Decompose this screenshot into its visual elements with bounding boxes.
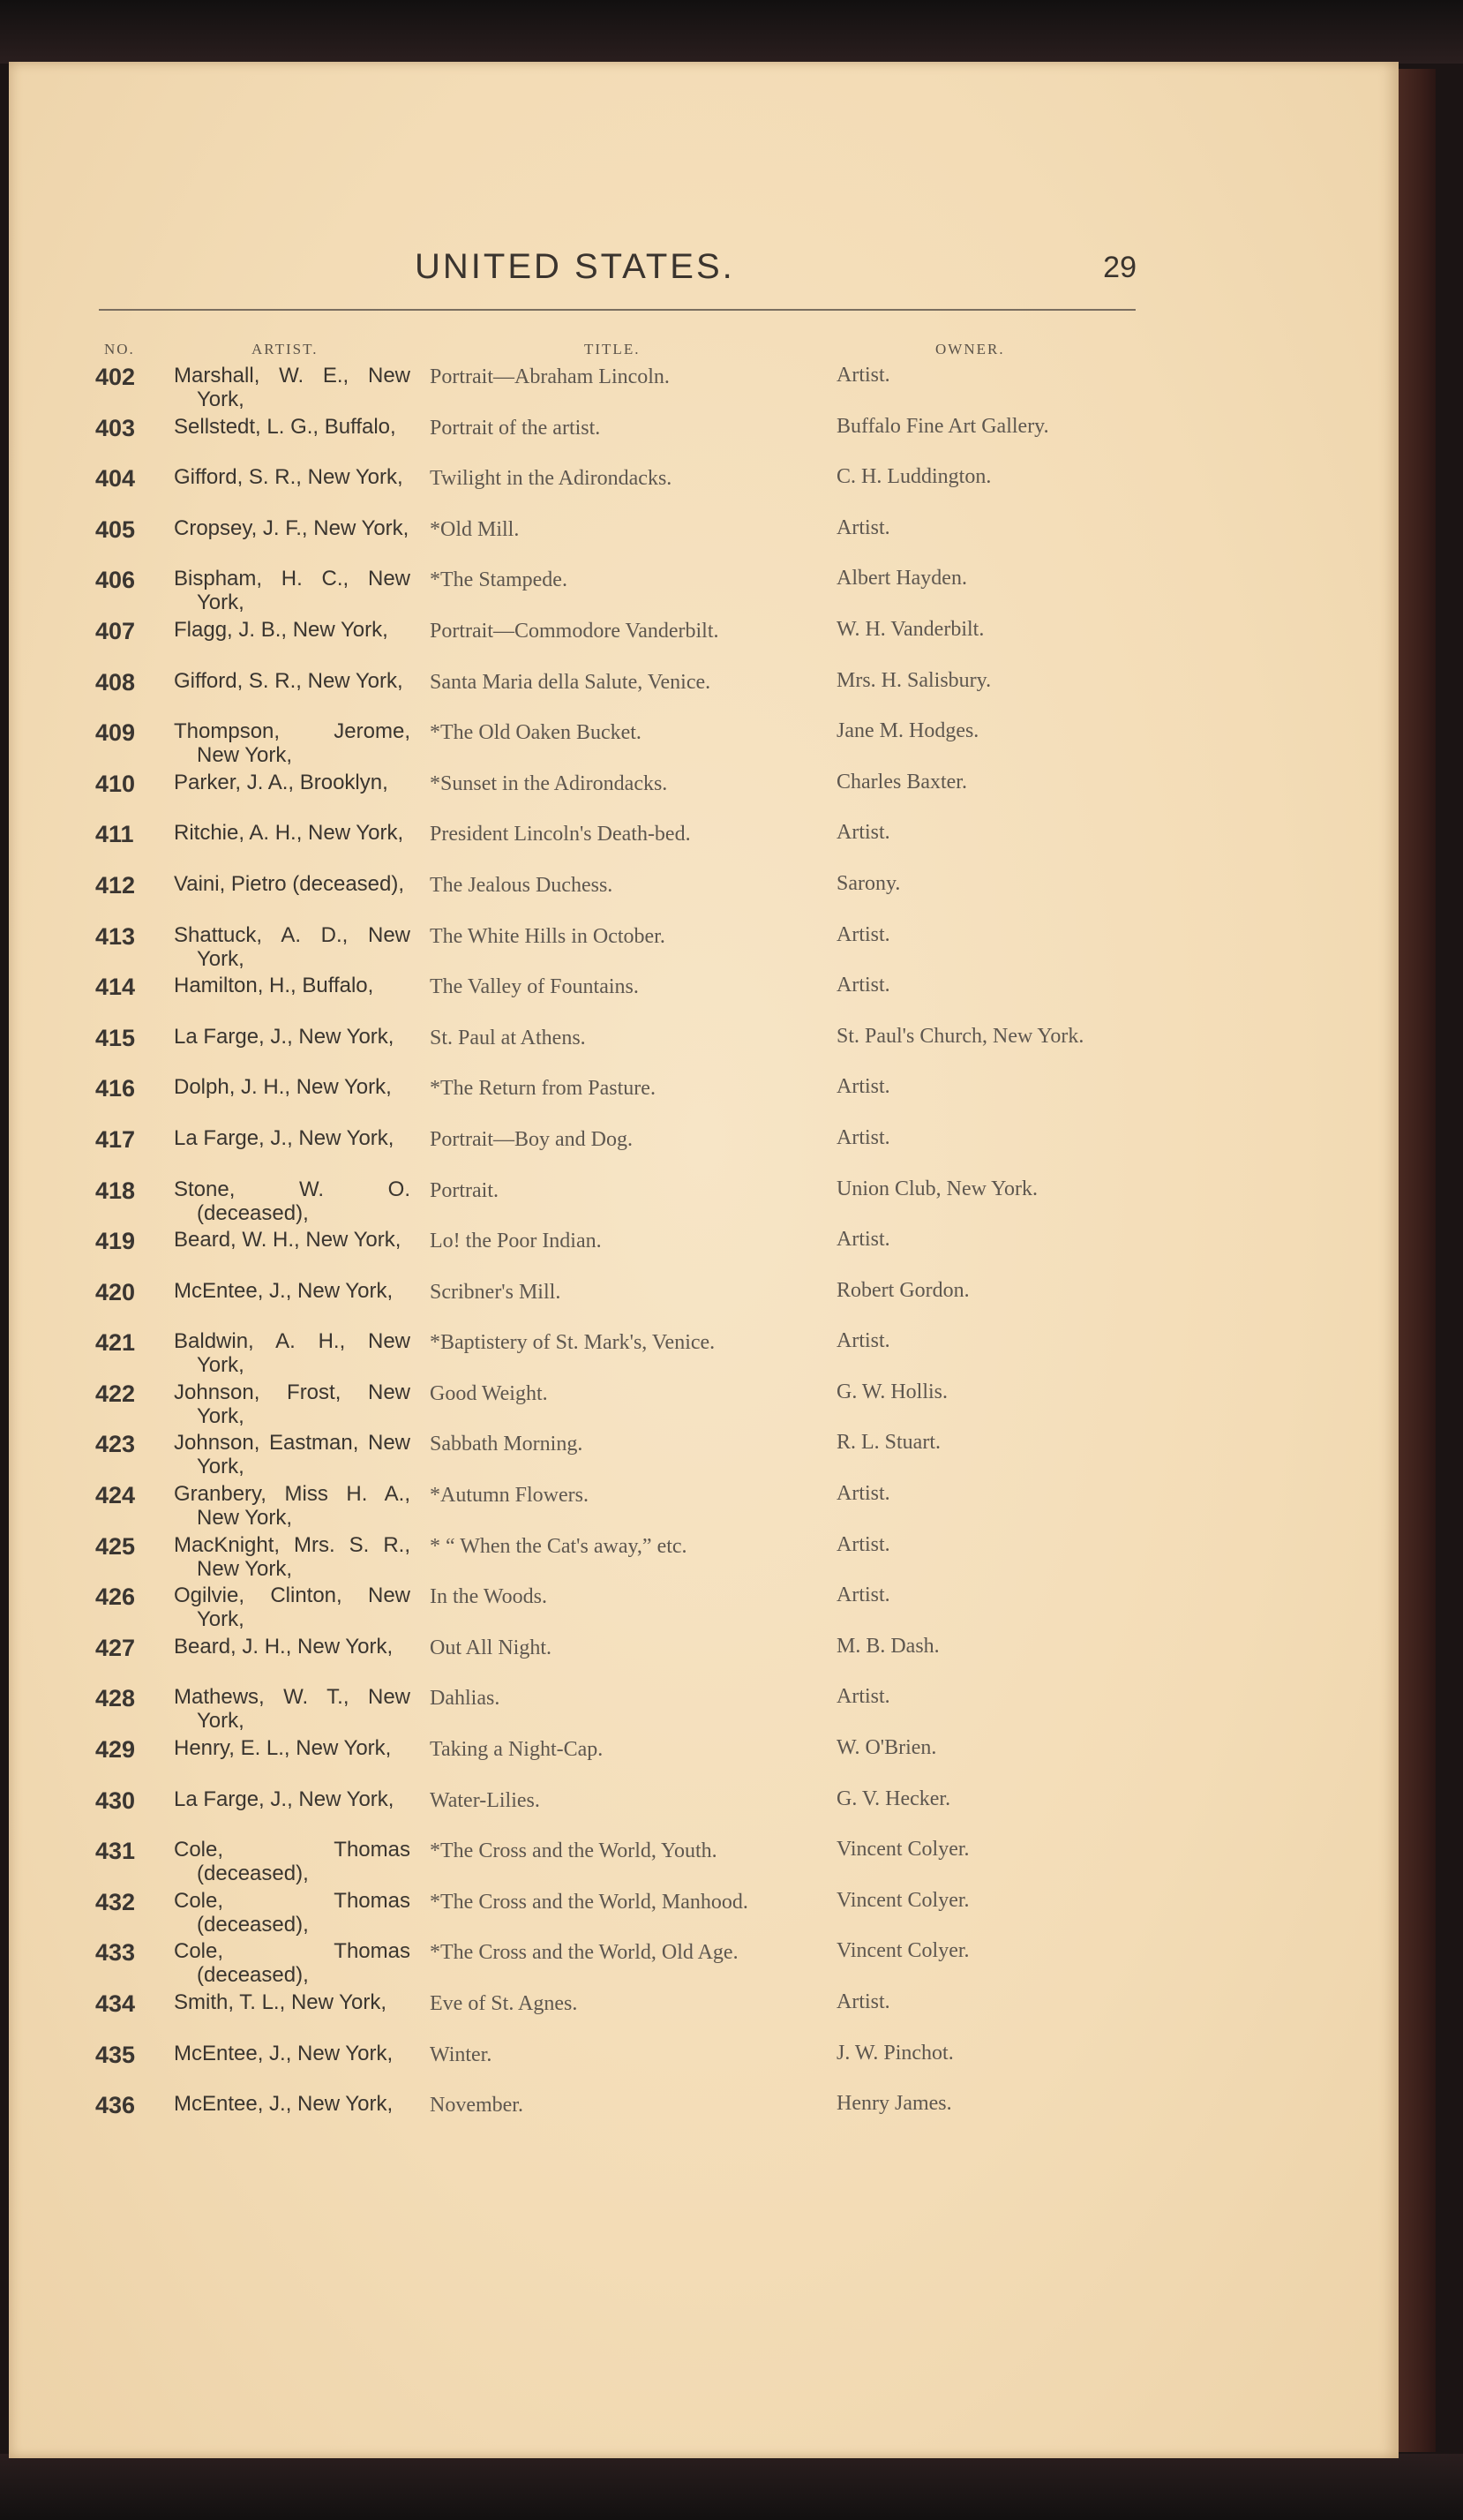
- owner-name: Charles Baxter.: [837, 770, 967, 794]
- artwork-title: Dahlias.: [430, 1687, 500, 1711]
- artwork-title: Portrait—Boy and Dog.: [430, 1127, 633, 1151]
- artwork-title: *Baptistery of St. Mark's, Venice.: [430, 1331, 716, 1355]
- owner-name: M. B. Dash.: [837, 1634, 940, 1658]
- owner-name: Robert Gordon.: [837, 1278, 970, 1302]
- artist-name: Parker, J. A., Brooklyn,: [174, 770, 388, 794]
- scan-background-top: [0, 0, 1463, 64]
- table-row: [0, 415, 1463, 466]
- table-row: [0, 618, 1463, 669]
- entry-number: 424: [95, 1482, 136, 1509]
- owner-name: Artist.: [837, 1329, 890, 1353]
- header-rule: [99, 309, 1136, 311]
- artist-name: Stone, W. O. (deceased),: [174, 1177, 410, 1225]
- artist-name: La Farge, J., New York,: [174, 1125, 394, 1150]
- artist-name: Hamilton, H., Buffalo,: [174, 974, 374, 998]
- table-row: [0, 364, 1463, 415]
- entry-number: 421: [95, 1329, 136, 1357]
- scan-background-bottom: [0, 2454, 1463, 2520]
- entry-number: 413: [95, 922, 136, 950]
- owner-name: Artist.: [837, 1532, 890, 1556]
- owner-name: Henry James.: [837, 2092, 952, 2116]
- artwork-title: Twilight in the Adirondacks.: [430, 467, 672, 491]
- table-row: [0, 516, 1463, 568]
- owner-name: Buffalo Fine Art Gallery.: [837, 414, 1049, 438]
- artist-name: Gifford, S. R., New York,: [174, 668, 403, 693]
- owner-name: Artist.: [837, 821, 890, 845]
- artist-name: La Farge, J., New York,: [174, 1024, 394, 1049]
- artwork-title: *The Cross and the World, Manhood.: [430, 1890, 748, 1914]
- artwork-title: *Autumn Flowers.: [430, 1484, 589, 1508]
- owner-name: W. O'Brien.: [837, 1736, 937, 1760]
- artist-name: McEntee, J., New York,: [174, 1278, 394, 1303]
- artwork-title: *Sunset in the Adirondacks.: [430, 771, 668, 795]
- entry-number: 436: [95, 2092, 136, 2119]
- artist-name: Vaini, Pietro (deceased),: [174, 871, 405, 896]
- artist-name: Shattuck, A. D., New York,: [174, 922, 410, 971]
- entry-number: 409: [95, 719, 136, 747]
- owner-name: Artist.: [837, 515, 890, 539]
- table-row: [0, 923, 1463, 974]
- entry-number: 402: [95, 364, 136, 390]
- entry-number: 425: [95, 1532, 136, 1560]
- artist-name: Cole, Thomas (deceased),: [174, 1939, 410, 1988]
- entry-number: 414: [95, 974, 136, 1001]
- artwork-title: The Valley of Fountains.: [430, 975, 639, 999]
- entry-number: 426: [95, 1583, 136, 1611]
- artwork-title: In the Woods.: [430, 1585, 547, 1609]
- artwork-title: Out All Night.: [430, 1636, 552, 1659]
- artwork-title: Portrait of the artist.: [430, 416, 601, 440]
- table-row: [0, 1075, 1463, 1126]
- artist-name: Flagg, J. B., New York,: [174, 617, 388, 642]
- table-row: [0, 1787, 1463, 1839]
- entry-number: 430: [95, 1787, 136, 1814]
- artwork-title: November.: [430, 2094, 523, 2118]
- artwork-title: Sabbath Morning.: [430, 1433, 583, 1456]
- owner-name: Albert Hayden.: [837, 567, 967, 591]
- entry-number: 431: [95, 1838, 136, 1865]
- table-row: [0, 1838, 1463, 1889]
- table-row: [0, 771, 1463, 822]
- artwork-title: Santa Maria della Salute, Venice.: [430, 670, 711, 694]
- artist-name: Ritchie, A. H., New York,: [174, 821, 404, 846]
- artist-name: Johnson, Eastman, New York,: [174, 1431, 410, 1479]
- artwork-title: Portrait—Commodore Vanderbilt.: [430, 619, 719, 643]
- running-head: UNITED STATES.: [415, 247, 735, 286]
- entry-number: 404: [95, 465, 136, 493]
- table-row: [0, 1177, 1463, 1229]
- artwork-title: * “ When the Cat's away,” etc.: [430, 1534, 687, 1558]
- entry-number: 416: [95, 1075, 136, 1102]
- artwork-title: *The Stampede.: [430, 568, 567, 592]
- column-header-no: NO.: [104, 341, 135, 357]
- artwork-title: Taking a Night-Cap.: [430, 1738, 604, 1762]
- owner-name: G. V. Hecker.: [837, 1787, 951, 1810]
- artwork-title: The Jealous Duchess.: [430, 873, 613, 897]
- owner-name: G. W. Hollis.: [837, 1380, 949, 1403]
- artist-name: Johnson, Frost, New York,: [174, 1380, 410, 1428]
- table-row: [0, 1380, 1463, 1432]
- artist-name: Smith, T. L., New York,: [174, 1990, 386, 2014]
- entry-number: 408: [95, 668, 136, 696]
- artist-name: Cole, Thomas (deceased),: [174, 1838, 410, 1886]
- artist-name: Mathews, W. T., New York,: [174, 1685, 410, 1734]
- owner-name: Mrs. H. Salisbury.: [837, 668, 992, 692]
- entry-number: 433: [95, 1939, 136, 1967]
- artist-name: Cropsey, J. F., New York,: [174, 515, 409, 540]
- artwork-title: Good Weight.: [430, 1381, 548, 1405]
- owner-name: R. L. Stuart.: [837, 1431, 941, 1455]
- artist-name: La Farge, J., New York,: [174, 1787, 394, 1811]
- artwork-title: *The Return from Pasture.: [430, 1077, 656, 1101]
- table-row: [0, 2042, 1463, 2093]
- artwork-title: Water-Lilies.: [430, 1788, 540, 1812]
- owner-name: Sarony.: [837, 871, 901, 895]
- owner-name: Jane M. Hodges.: [837, 719, 979, 743]
- artwork-title: Scribner's Mill.: [430, 1280, 561, 1304]
- entry-number: 403: [95, 414, 136, 441]
- table-row: [0, 567, 1463, 618]
- table-row: [0, 1736, 1463, 1787]
- table-row: [0, 1279, 1463, 1330]
- table-row: [0, 821, 1463, 872]
- artwork-title: *The Old Oaken Bucket.: [430, 721, 641, 745]
- owner-name: Artist.: [837, 1125, 890, 1149]
- entry-number: 407: [95, 617, 136, 644]
- entry-number: 427: [95, 1634, 136, 1661]
- artist-name: Ogilvie, Clinton, New York,: [174, 1583, 410, 1632]
- page-number: 29: [1103, 251, 1137, 284]
- artist-name: Dolph, J. H., New York,: [174, 1075, 392, 1100]
- artist-name: Beard, J. H., New York,: [174, 1634, 394, 1659]
- table-row: [0, 1685, 1463, 1736]
- entry-number: 423: [95, 1431, 136, 1458]
- artwork-title: The White Hills in October.: [430, 924, 665, 948]
- owner-name: Artist.: [837, 1482, 890, 1506]
- owner-name: Artist.: [837, 1583, 890, 1607]
- owner-name: W. H. Vanderbilt.: [837, 617, 985, 641]
- artist-name: Thompson, Jerome, New York,: [174, 719, 410, 768]
- artist-name: Sellstedt, L. G., Buffalo,: [174, 414, 396, 439]
- artwork-title: Lo! the Poor Indian.: [430, 1230, 602, 1253]
- entry-number: 428: [95, 1685, 136, 1712]
- table-row: [0, 974, 1463, 1025]
- artist-name: Henry, E. L., New York,: [174, 1736, 392, 1761]
- owner-name: Artist.: [837, 1075, 890, 1099]
- owner-name: C. H. Luddington.: [837, 465, 992, 489]
- entry-number: 412: [95, 871, 136, 899]
- artwork-title: *Old Mill.: [430, 517, 520, 541]
- entry-number: 432: [95, 1888, 136, 1915]
- table-row: [0, 1583, 1463, 1635]
- table-row: [0, 719, 1463, 771]
- entry-number: 410: [95, 770, 136, 797]
- entry-number: 405: [95, 515, 136, 543]
- entry-number: 415: [95, 1024, 136, 1051]
- artwork-title: Winter.: [430, 2042, 492, 2066]
- owner-name: J. W. Pinchot.: [837, 2041, 954, 2065]
- table-row: [0, 1990, 1463, 2042]
- owner-name: Artist.: [837, 1685, 890, 1709]
- owner-name: Artist.: [837, 364, 890, 387]
- column-header-owner: OWNER.: [935, 341, 1005, 357]
- table-row: [0, 2092, 1463, 2143]
- column-header-artist: ARTIST.: [251, 341, 319, 357]
- catalogue-table: [0, 364, 1463, 2143]
- artist-name: Gifford, S. R., New York,: [174, 465, 403, 490]
- owner-name: Artist.: [837, 974, 890, 997]
- table-row: [0, 1635, 1463, 1686]
- owner-name: Artist.: [837, 922, 890, 946]
- artwork-title: Eve of St. Agnes.: [430, 1992, 578, 2015]
- artist-name: McEntee, J., New York,: [174, 2041, 394, 2065]
- artwork-title: President Lincoln's Death-bed.: [430, 823, 691, 846]
- table-row: [0, 1126, 1463, 1177]
- entry-number: 434: [95, 1990, 136, 2017]
- artwork-title: *The Cross and the World, Old Age.: [430, 1941, 739, 1965]
- owner-name: Vincent Colyer.: [837, 1888, 970, 1912]
- entry-number: 420: [95, 1278, 136, 1305]
- table-row: [0, 1329, 1463, 1380]
- table-row: [0, 1533, 1463, 1584]
- artist-name: MacKnight, Mrs. S. R., New York,: [174, 1532, 410, 1581]
- artwork-title: *The Cross and the World, Youth.: [430, 1839, 717, 1863]
- artwork-title: St. Paul at Athens.: [430, 1026, 586, 1049]
- owner-name: Artist.: [837, 1990, 890, 2013]
- artist-name: Baldwin, A. H., New York,: [174, 1329, 410, 1378]
- entry-number: 411: [95, 821, 134, 848]
- entry-number: 419: [95, 1228, 136, 1255]
- table-row: [0, 669, 1463, 720]
- table-row: [0, 872, 1463, 923]
- owner-name: Vincent Colyer.: [837, 1939, 970, 1963]
- artist-name: Bispham, H. C., New York,: [174, 567, 410, 615]
- table-row: [0, 1431, 1463, 1482]
- owner-name: Vincent Colyer.: [837, 1838, 970, 1862]
- table-row: [0, 1889, 1463, 1940]
- entry-number: 429: [95, 1736, 136, 1764]
- artist-name: Granbery, Miss H. A., New York,: [174, 1482, 410, 1531]
- owner-name: Union Club, New York.: [837, 1177, 1039, 1200]
- artwork-title: Portrait.: [430, 1178, 499, 1202]
- entry-number: 422: [95, 1380, 136, 1407]
- table-row: [0, 1228, 1463, 1279]
- artist-name: McEntee, J., New York,: [174, 2092, 394, 2117]
- entry-number: 435: [95, 2041, 136, 2068]
- artist-name: Marshall, W. E., New York,: [174, 364, 410, 411]
- entry-number: 417: [95, 1125, 136, 1153]
- table-row: [0, 1482, 1463, 1533]
- column-header-title: TITLE.: [584, 341, 641, 357]
- entry-number: 406: [95, 567, 136, 594]
- owner-name: Artist.: [837, 1228, 890, 1252]
- table-row: [0, 1939, 1463, 1990]
- table-row: [0, 465, 1463, 516]
- owner-name: St. Paul's Church, New York.: [837, 1024, 1084, 1048]
- artist-name: Beard, W. H., New York,: [174, 1228, 401, 1252]
- table-row: [0, 1025, 1463, 1076]
- artwork-title: Portrait—Abraham Lincoln.: [430, 365, 670, 388]
- artist-name: Cole, Thomas (deceased),: [174, 1888, 410, 1937]
- entry-number: 418: [95, 1177, 136, 1204]
